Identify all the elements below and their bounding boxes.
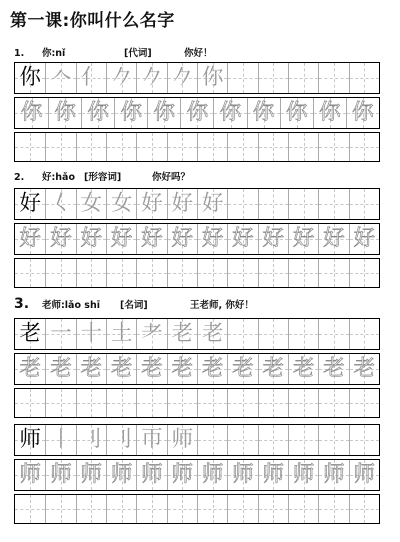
cell-character: 你 xyxy=(120,100,143,126)
grid-cell xyxy=(167,133,197,161)
section-number: 3. xyxy=(14,296,30,312)
grid-cell xyxy=(318,133,348,161)
grid-cell xyxy=(147,98,180,128)
cell-character: 你 xyxy=(201,65,224,91)
grid-cell xyxy=(106,224,136,254)
grid-cell xyxy=(106,259,136,287)
practice-row xyxy=(14,97,380,129)
grid-cell xyxy=(106,425,136,455)
cell-character: 好 xyxy=(262,226,285,252)
grid-cell xyxy=(15,98,48,128)
cell-character: 老 xyxy=(141,356,163,382)
grid-cell xyxy=(76,460,106,490)
practice-row xyxy=(14,424,380,456)
grid-cell xyxy=(76,224,106,254)
grid-cell xyxy=(213,98,246,128)
grid-cell xyxy=(81,98,114,128)
grid-cell xyxy=(288,460,318,490)
cell-character: 老 xyxy=(171,356,194,382)
grid-cell xyxy=(45,63,75,93)
grid-cell xyxy=(318,495,348,523)
grid-cell xyxy=(197,63,227,93)
cell-character: 你 xyxy=(318,100,341,126)
section-number: 1. xyxy=(14,48,25,59)
grid-cell xyxy=(76,425,106,455)
cell-character: 刂 xyxy=(110,427,133,453)
grid-cell xyxy=(45,460,75,490)
word-pinyin: 你:nǐ xyxy=(42,48,66,59)
grid-cell xyxy=(258,389,288,417)
cell-character: 好 xyxy=(110,226,133,252)
example-phrase: 你好吗？ xyxy=(152,172,191,183)
cell-character: 师 xyxy=(171,462,194,488)
grid-cell xyxy=(15,389,45,417)
grid-cell xyxy=(197,389,227,417)
grid-cell xyxy=(48,98,81,128)
cell-character: 你 xyxy=(285,100,308,126)
grid-cell xyxy=(136,460,166,490)
grid-cell xyxy=(45,495,75,523)
grid-cell xyxy=(167,354,197,384)
grid-cell xyxy=(167,63,197,93)
cell-character: 师 xyxy=(141,462,163,488)
practice-row xyxy=(14,258,380,288)
grid-cell xyxy=(227,425,257,455)
grid-cell xyxy=(318,460,348,490)
grid-cell xyxy=(349,460,379,490)
grid-cell xyxy=(258,460,288,490)
grid-cell xyxy=(349,63,379,93)
grid-cell xyxy=(15,224,45,254)
grid-cell xyxy=(106,354,136,384)
cell-character: 女 xyxy=(110,191,133,217)
practice-row xyxy=(14,132,380,162)
grid-cell xyxy=(136,63,166,93)
grid-cell xyxy=(318,319,348,349)
grid-cell xyxy=(288,63,318,93)
grid-cell xyxy=(106,460,136,490)
grid-cell xyxy=(136,259,166,287)
grid-cell xyxy=(106,133,136,161)
section-2-header xyxy=(14,169,190,183)
grid-cell xyxy=(136,189,166,219)
grid-cell xyxy=(76,133,106,161)
cell-character: 老 xyxy=(19,321,41,347)
cell-character: 𠆢 xyxy=(50,65,72,91)
grid-cell xyxy=(227,224,257,254)
grid-cell xyxy=(45,224,75,254)
practice-row xyxy=(14,223,380,255)
cell-character: 女 xyxy=(80,191,103,217)
grid-cell xyxy=(349,259,379,287)
grid-cell xyxy=(136,495,166,523)
grid-cell xyxy=(288,259,318,287)
cell-character: 师 xyxy=(19,462,41,488)
grid-cell xyxy=(15,319,45,349)
cell-character: 老 xyxy=(353,356,376,382)
cell-character: 亻 xyxy=(80,65,103,91)
grid-cell xyxy=(227,189,257,219)
grid-cell xyxy=(45,133,75,161)
cell-character: 老 xyxy=(19,356,41,382)
cell-character: 师 xyxy=(171,427,194,453)
grid-cell xyxy=(227,354,257,384)
grid-cell xyxy=(288,354,318,384)
grid-cell xyxy=(167,189,197,219)
grid-cell xyxy=(76,259,106,287)
cell-character: 你 xyxy=(20,100,43,126)
grid-cell xyxy=(288,389,318,417)
grid-cell xyxy=(318,425,348,455)
grid-cell xyxy=(318,389,348,417)
grid-cell xyxy=(349,189,379,219)
grid-cell xyxy=(288,224,318,254)
grid-cell xyxy=(106,389,136,417)
grid-cell xyxy=(197,224,227,254)
cell-character: 好 xyxy=(201,226,224,252)
grid-cell xyxy=(258,224,288,254)
section-3-header xyxy=(14,296,254,312)
grid-cell xyxy=(197,259,227,287)
cell-character: 师 xyxy=(292,462,315,488)
cell-character: 师 xyxy=(19,427,41,453)
grid-cell xyxy=(45,259,75,287)
grid-cell xyxy=(76,495,106,523)
section-number: 2. xyxy=(14,172,25,183)
grid-cell xyxy=(197,133,227,161)
cell-character: 老 xyxy=(262,356,285,382)
grid-cell xyxy=(167,495,197,523)
practice-row xyxy=(14,353,380,385)
practice-row xyxy=(14,494,380,524)
grid-cell xyxy=(45,354,75,384)
grid-cell xyxy=(346,98,379,128)
grid-cell xyxy=(76,63,106,93)
grid-cell xyxy=(45,319,75,349)
grid-cell xyxy=(318,224,348,254)
grid-cell xyxy=(167,224,197,254)
practice-row xyxy=(14,62,380,94)
cell-character: 好 xyxy=(292,226,315,252)
grid-cell xyxy=(197,354,227,384)
grid-cell xyxy=(114,98,147,128)
grid-cell xyxy=(349,389,379,417)
grid-cell xyxy=(258,259,288,287)
grid-cell xyxy=(15,63,45,93)
cell-character: 你 xyxy=(153,100,176,126)
cell-character: 好 xyxy=(232,226,254,252)
grid-cell xyxy=(136,354,166,384)
grid-cell xyxy=(313,98,346,128)
section-1-header xyxy=(14,45,213,59)
grid-cell xyxy=(167,460,197,490)
grid-cell xyxy=(15,425,45,455)
grid-cell xyxy=(45,189,75,219)
grid-cell xyxy=(197,425,227,455)
grid-cell xyxy=(280,98,313,128)
grid-cell xyxy=(349,354,379,384)
cell-character: 好 xyxy=(201,191,224,217)
grid-cell xyxy=(227,389,257,417)
grid-cell xyxy=(76,389,106,417)
grid-cell xyxy=(76,189,106,219)
cell-character: 你 xyxy=(19,65,41,91)
grid-cell xyxy=(318,354,348,384)
grid-cell xyxy=(227,495,257,523)
grid-cell xyxy=(197,495,227,523)
cell-character: 老 xyxy=(110,356,133,382)
cell-character: 丨 xyxy=(50,427,72,453)
grid-cell xyxy=(288,425,318,455)
cell-character: 老 xyxy=(292,356,315,382)
word-pinyin: 老师:lǎo shī xyxy=(42,300,100,311)
cell-character: 好 xyxy=(19,226,41,252)
grid-cell xyxy=(197,189,227,219)
grid-cell xyxy=(106,189,136,219)
part-of-speech: [代词] xyxy=(124,48,152,59)
grid-cell xyxy=(288,319,318,349)
page-title: 第一课:你叫什么名字 xyxy=(10,11,175,31)
grid-cell xyxy=(136,224,166,254)
grid-cell xyxy=(106,319,136,349)
grid-cell xyxy=(227,259,257,287)
cell-character: 好 xyxy=(80,226,103,252)
cell-character: 师 xyxy=(80,462,103,488)
practice-row xyxy=(14,388,380,418)
grid-cell xyxy=(349,319,379,349)
grid-cell xyxy=(136,319,166,349)
grid-cell xyxy=(288,189,318,219)
grid-cell xyxy=(167,259,197,287)
cell-character: 好 xyxy=(19,191,41,217)
grid-cell xyxy=(76,319,106,349)
cell-character: 你 xyxy=(219,100,242,126)
grid-cell xyxy=(227,460,257,490)
grid-cell xyxy=(167,389,197,417)
cell-character: 老 xyxy=(171,321,194,347)
grid-cell xyxy=(15,460,45,490)
practice-row xyxy=(14,459,380,491)
grid-cell xyxy=(227,63,257,93)
grid-cell xyxy=(227,319,257,349)
cell-character: 老 xyxy=(50,356,72,382)
cell-character: 老 xyxy=(232,356,254,382)
grid-cell xyxy=(258,189,288,219)
practice-row xyxy=(14,318,380,350)
cell-character: 你 xyxy=(352,100,374,126)
cell-character: 土 xyxy=(110,321,133,347)
cell-character: 好 xyxy=(353,226,376,252)
grid-cell xyxy=(258,495,288,523)
grid-cell xyxy=(288,133,318,161)
grid-cell xyxy=(258,354,288,384)
cell-character: 你 xyxy=(252,100,275,126)
cell-character: 十 xyxy=(80,321,103,347)
cell-character: 刂 xyxy=(80,427,103,453)
example-phrase: 你好！ xyxy=(184,48,213,59)
grid-cell xyxy=(349,133,379,161)
grid-cell xyxy=(45,425,75,455)
cell-character: 好 xyxy=(171,191,194,217)
grid-cell xyxy=(349,425,379,455)
cell-character: 你 xyxy=(54,100,76,126)
cell-character: 帀 xyxy=(141,427,163,453)
cell-character: 好 xyxy=(141,226,163,252)
cell-character: 好 xyxy=(171,226,194,252)
cell-character: 𠂊 xyxy=(110,65,133,91)
cell-character: 一 xyxy=(50,321,72,347)
part-of-speech: [形容词] xyxy=(84,172,122,183)
grid-cell xyxy=(15,133,45,161)
grid-cell xyxy=(136,425,166,455)
grid-cell xyxy=(15,495,45,523)
grid-cell xyxy=(258,133,288,161)
part-of-speech: [名词] xyxy=(120,300,148,311)
grid-cell xyxy=(167,425,197,455)
cell-character: 师 xyxy=(232,462,254,488)
grid-cell xyxy=(258,425,288,455)
grid-cell xyxy=(45,389,75,417)
grid-cell xyxy=(258,63,288,93)
grid-cell xyxy=(318,189,348,219)
grid-cell xyxy=(106,63,136,93)
grid-cell xyxy=(15,354,45,384)
cell-character: 师 xyxy=(110,462,133,488)
grid-cell xyxy=(136,389,166,417)
cell-character: 老 xyxy=(201,321,224,347)
cell-character: 你 xyxy=(87,100,109,126)
word-pinyin: 好:hǎo xyxy=(42,172,75,183)
grid-cell xyxy=(247,98,280,128)
grid-cell xyxy=(180,98,213,128)
cell-character: 好 xyxy=(323,226,345,252)
cell-character: 耂 xyxy=(141,321,163,347)
grid-cell xyxy=(136,133,166,161)
cell-character: 𠂊 xyxy=(141,65,163,91)
cell-character: 好 xyxy=(50,226,72,252)
grid-cell xyxy=(167,319,197,349)
cell-character: 老 xyxy=(201,356,224,382)
grid-cell xyxy=(15,259,45,287)
cell-character: 师 xyxy=(50,462,72,488)
cell-character: 好 xyxy=(141,191,163,217)
cell-character: 师 xyxy=(353,462,376,488)
cell-character: 师 xyxy=(262,462,285,488)
grid-cell xyxy=(318,259,348,287)
cell-character: 师 xyxy=(323,462,345,488)
grid-cell xyxy=(349,224,379,254)
grid-cell xyxy=(318,63,348,93)
grid-cell xyxy=(197,319,227,349)
grid-cell xyxy=(349,495,379,523)
grid-cell xyxy=(76,354,106,384)
grid-cell xyxy=(288,495,318,523)
cell-character: 老 xyxy=(80,356,103,382)
example-phrase: 王老师, 你好！ xyxy=(190,300,254,311)
cell-character: 师 xyxy=(201,462,224,488)
grid-cell xyxy=(106,495,136,523)
grid-cell xyxy=(258,319,288,349)
grid-cell xyxy=(15,189,45,219)
cell-character: 老 xyxy=(323,356,345,382)
grid-cell xyxy=(227,133,257,161)
cell-character: 𠂊 xyxy=(171,65,194,91)
grid-cell xyxy=(197,460,227,490)
cell-character: 𡿨 xyxy=(50,191,72,217)
practice-row xyxy=(14,188,380,220)
cell-character: 你 xyxy=(186,100,209,126)
